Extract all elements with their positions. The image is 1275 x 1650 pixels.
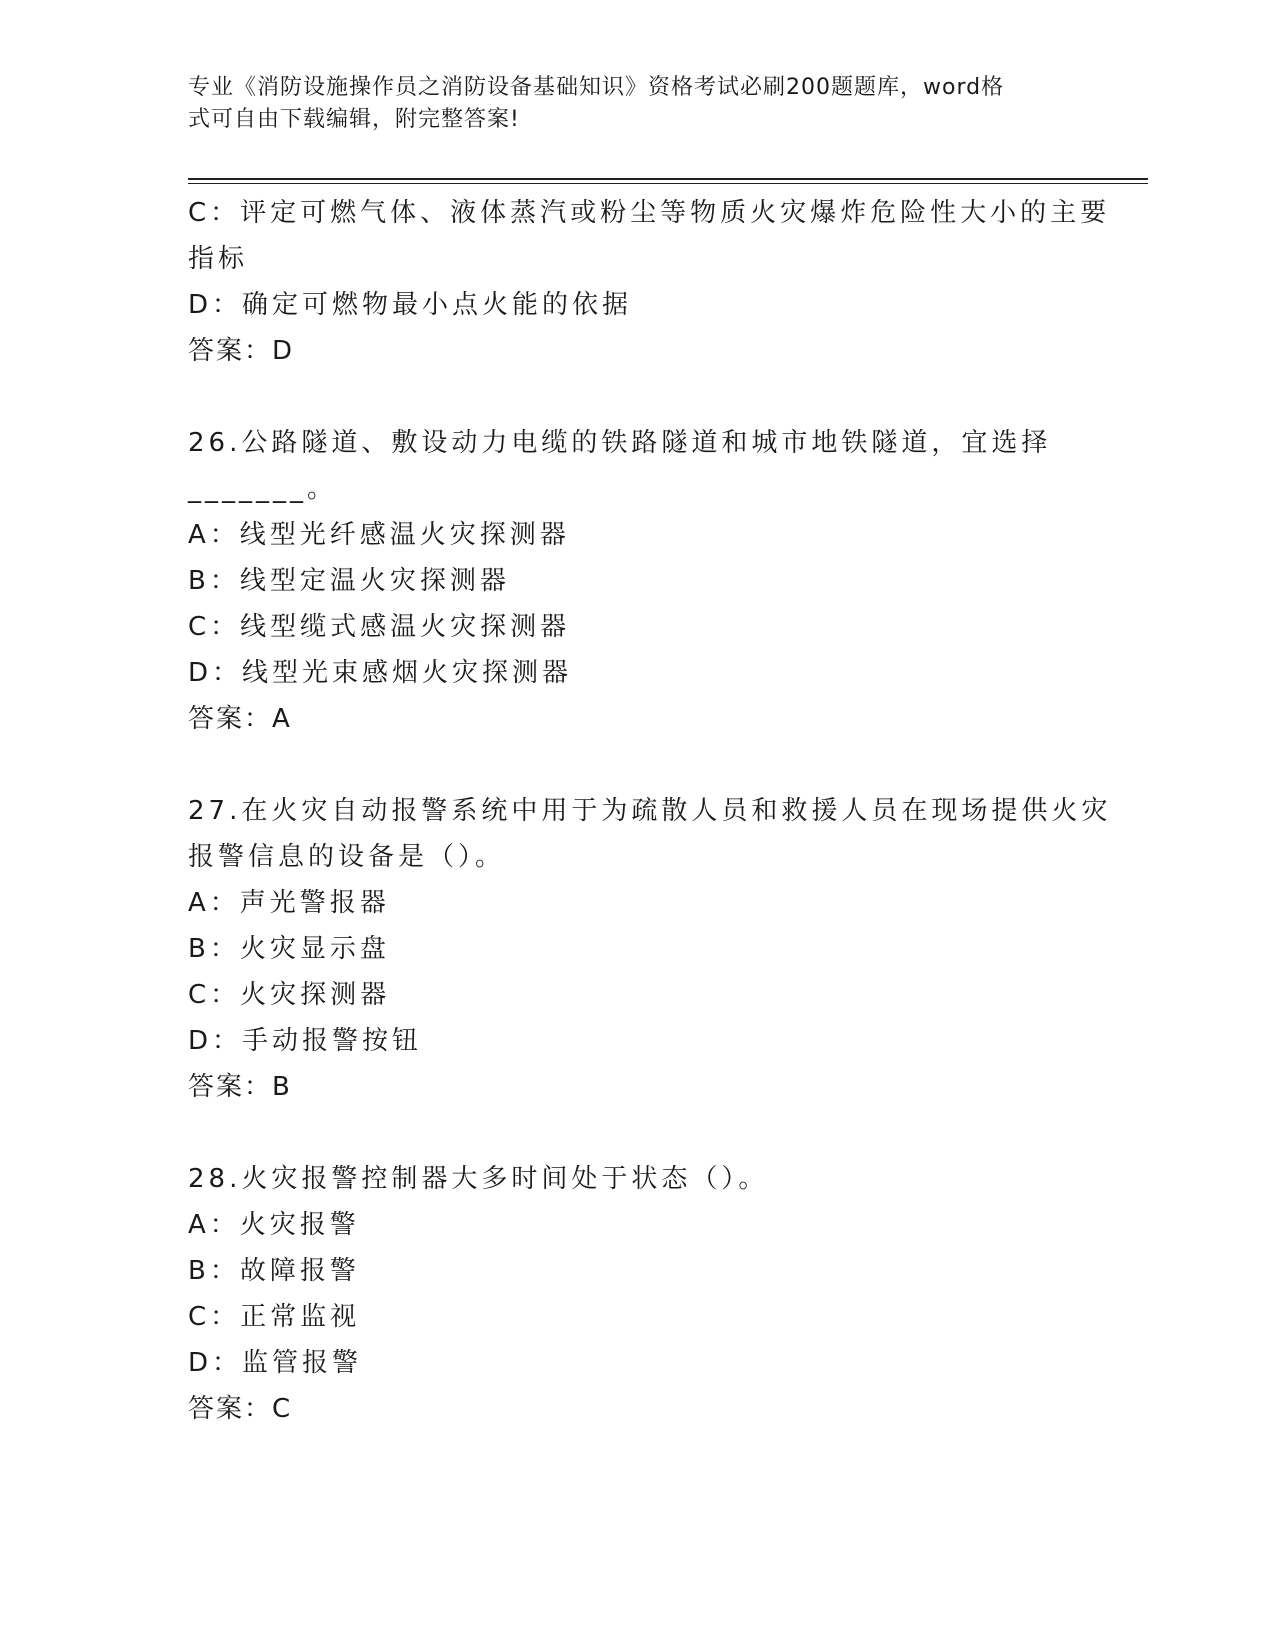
answer: 答案：D bbox=[188, 336, 295, 366]
option-b: B：故障报警 bbox=[188, 1256, 360, 1286]
spacer bbox=[188, 374, 1088, 420]
question-stem-continued: _______。 bbox=[188, 474, 338, 504]
question-25-continued bbox=[188, 190, 1111, 374]
option-d: D：监管报警 bbox=[188, 1348, 363, 1378]
option-c: C：评定可燃气体、液体蒸汽或粉尘等物质火灾爆炸危险性大小的主要 bbox=[188, 198, 1111, 228]
header-divider-thick bbox=[188, 178, 1148, 180]
option-d: D：手动报警按钮 bbox=[188, 1026, 423, 1056]
question-27 bbox=[188, 788, 1112, 1110]
header-divider-thin bbox=[188, 183, 1148, 184]
option-b: B：火灾显示盘 bbox=[188, 934, 390, 964]
document-header bbox=[188, 72, 1068, 136]
question-list bbox=[188, 190, 1112, 1432]
spacer bbox=[188, 742, 1088, 788]
answer: 答案：B bbox=[188, 1072, 292, 1102]
option-c-continued: 指标 bbox=[188, 244, 249, 274]
header-line-2: 式可自由下载编辑，附完整答案! bbox=[188, 107, 520, 132]
option-c: C：线型缆式感温火灾探测器 bbox=[188, 612, 571, 642]
question-stem: 26.公路隧道、敷设动力电缆的铁路隧道和城市地铁隧道，宜选择 bbox=[188, 428, 1052, 458]
option-d: D：线型光束感烟火灾探测器 bbox=[188, 658, 573, 688]
question-stem: 27.在火灾自动报警系统中用于为疏散人员和救援人员在现场提供火灾 bbox=[188, 796, 1112, 826]
answer: 答案：C bbox=[188, 1394, 293, 1424]
option-a: A：声光警报器 bbox=[188, 888, 390, 918]
question-stem: 28.火灾报警控制器大多时间处于状态（）。 bbox=[188, 1164, 769, 1194]
option-a: A：火灾报警 bbox=[188, 1210, 360, 1240]
option-b: B：线型定温火灾探测器 bbox=[188, 566, 510, 596]
option-a: A：线型光纤感温火灾探测器 bbox=[188, 520, 570, 550]
header-line-1: 专业《消防设施操作员之消防设备基础知识》资格考试必刷200题题库，word格 bbox=[188, 75, 1005, 100]
question-stem-continued: 报警信息的设备是（）。 bbox=[188, 842, 506, 872]
option-d: D：确定可燃物最小点火能的依据 bbox=[188, 290, 633, 320]
question-28 bbox=[188, 1156, 1088, 1432]
question-26 bbox=[188, 420, 1088, 742]
option-c: C：火灾探测器 bbox=[188, 980, 391, 1010]
answer: 答案：A bbox=[188, 704, 292, 734]
option-c: C：正常监视 bbox=[188, 1302, 361, 1332]
spacer bbox=[188, 1110, 1088, 1156]
